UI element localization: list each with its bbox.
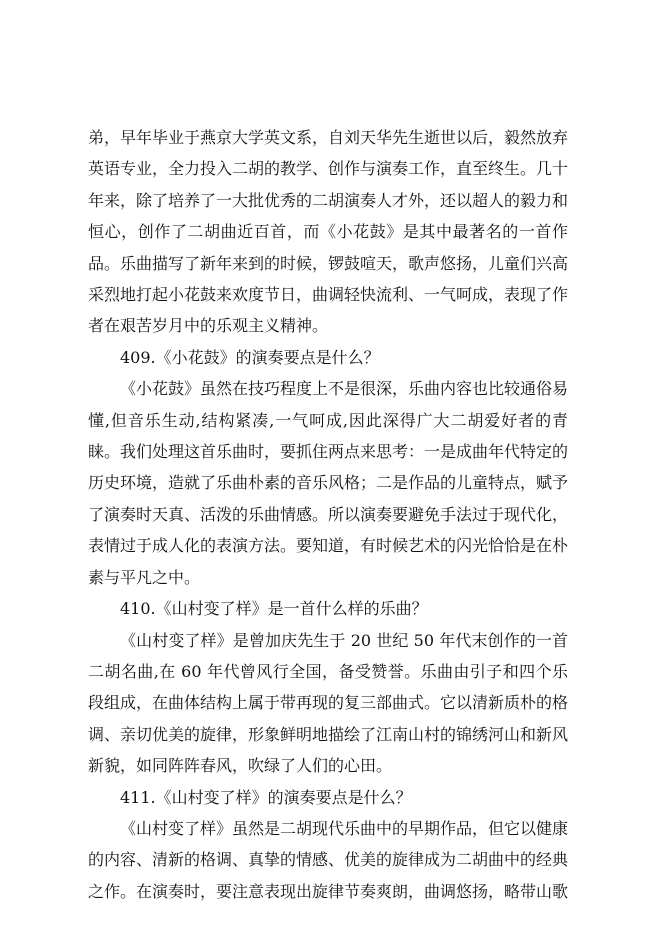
- paragraph-biography: 弟，早年毕业于燕京大学英文系，自刘天华先生逝世以后，毅然放弃英语专业，全力投入二胡的教学、创作与演奏工作，直至终生。几十年来，除了培养了一大批优秀的二胡演奏人才外，还以超人的毅力和恒心，创作了二胡曲近百首，而《小花鼓》是其中最著名的一首作品。乐曲描写了新年来到的时候，锣鼓喧天，歌声悠扬，儿童们兴高采烈地打起小花鼓来欢度节日，曲调轻快流利、一气呵成，表现了作者在艰苦岁月中的乐观主义精神。: [88, 128, 569, 336]
- answer-409-paragraph: 《小花鼓》虽然在技巧程度上不是很深，乐曲内容也比较通俗易懂,但音乐生动,结构紧凑,一气呵成,因此深得广大二胡爱好者的青睐。我们处理这首乐曲时，要抓住两点来思考：一是成曲年代特定的历史环境，造就了乐曲朴素的音乐风格；二是作品的儿童特点，赋予了演奏时天真、活泼的乐曲情感。所以演奏要避免手法过于现代化，表情过于成人化的表演方法。要知道，有时候艺术的闪光恰恰是在朴素与平凡之中。: [88, 379, 569, 587]
- answer-410-paragraph: 《山村变了样》是曾加庆先生于 20 世纪 50 年代末创作的一首二胡名曲,在 60 年代曾风行全国，备受赞誉。乐曲由引子和四个乐段组成，在曲体结构上属于带再现的复三部曲式。它以清新质朴的格调、亲切优美的旋律，形象鲜明地描绘了江南山村的锦绣河山和新风新貌，如同阵阵春风，吹绿了人们的心田。: [88, 630, 569, 776]
- question-410-heading: 410.《山村变了样》是一首什么样的乐曲？: [120, 599, 428, 619]
- document-page: [88, 122, 568, 907]
- question-411-heading: 411.《山村变了样》的演奏要点是什么？: [120, 787, 412, 807]
- question-409-heading: 409.《小花鼓》的演奏要点是什么？: [120, 347, 380, 367]
- answer-411-paragraph: 《山村变了样》虽然是二胡现代乐曲中的早期作品，但它以健康的内容、清新的格调、真挚的情感、优美的旋律成为二胡曲中的经典之作。在演奏时，要注意表现出旋律节奏爽朗，曲调悠扬，略带山歌: [88, 818, 569, 901]
